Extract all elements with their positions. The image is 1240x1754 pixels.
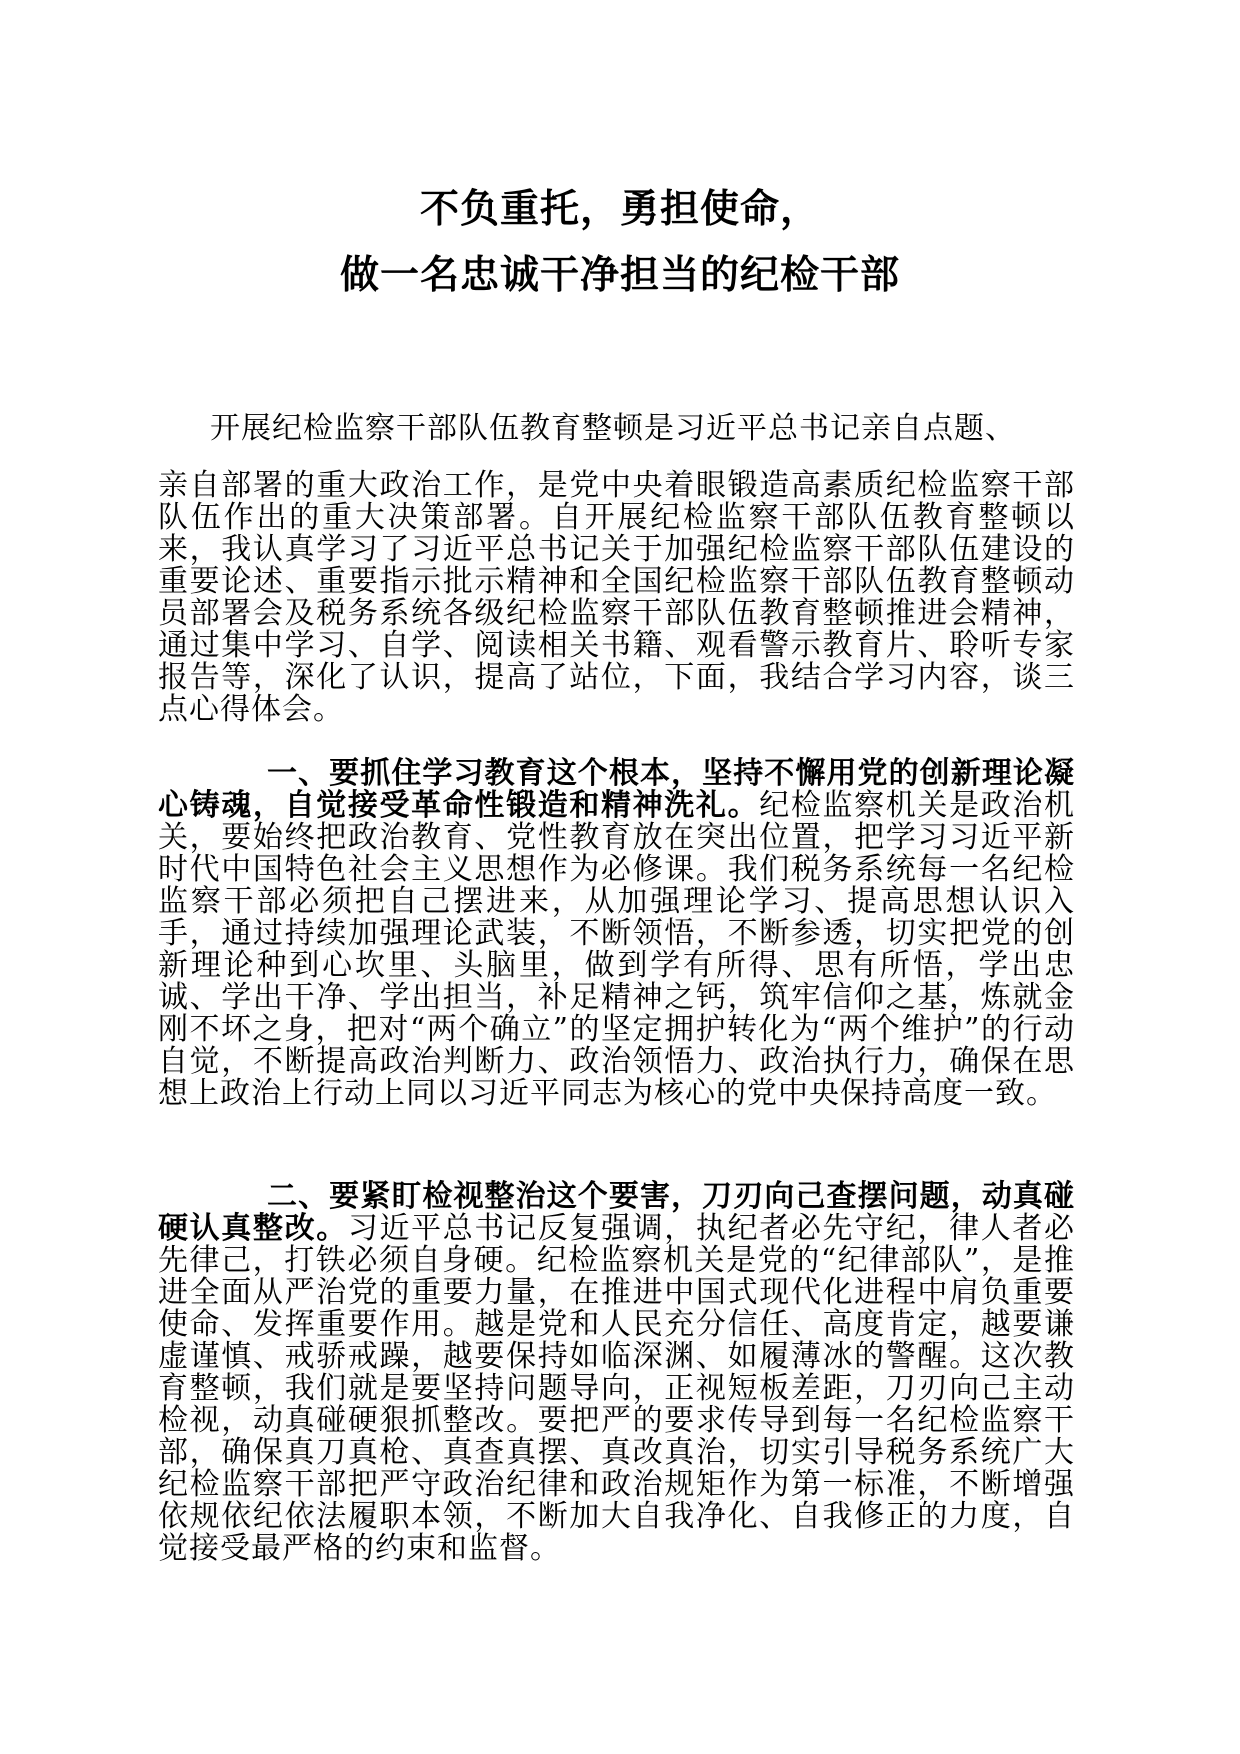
section-1-body: 纪检监察机关是政治机关，要始终把政治教育、党性教育放在突出位置，把学习习近平新时代中国特色社会主义思想作为必修课。我们税务系统每一名纪检监察干部必须把自己摆进来，从加强理论学习、提高思想认识入手，通过持续加强理论武装，不断领悟，不断参透，切实把党的创新理论种到心坎里、头脑里，做到学有所得、思有所悟，学出忠诚、学出干净、学出担当，补足精神之钙，筑牢信仰之基，炼就金刚不坏之身，把对“两个确立”的坚定拥护转化为“两个维护”的行动自觉，不断提高政治判断力、政治领悟力、政治执行力，确保在思想上政治上行动上同以习近平同志为核心的党中央保持高度一致。 (158, 788, 1076, 1111)
section-1-paragraph (158, 758, 1075, 1110)
section-1-heading: 一、要抓住学习教育这个根本，坚持不懈用党的创新理论凝心铸魂，自觉接受革命性锻造和精神洗礼。 (158, 756, 1075, 823)
document-title-line-1: 不负重托，勇担使命， (419, 187, 820, 232)
intro-first-line: 开展纪检监察干部队伍教育整顿是习近平总书记亲自点题、 (210, 411, 1016, 446)
document-title-line-2: 做一名忠诚干净担当的纪检干部 (339, 253, 900, 298)
section-2-heading: 二、要紧盯检视整治这个要害，刀刃向己查摆问题，动真碰硬认真整改。 (158, 1179, 1075, 1246)
section-2-paragraph (158, 1181, 1075, 1565)
intro-paragraph: 亲自部署的重大政治工作，是党中央着眼锻造高素质纪检监察干部队伍作出的重大决策部署。自开展纪检监察干部队伍教育整顿以来，我认真学习了习近平总书记关于加强纪检监察干部队伍建设的重要论述、重要指示批示精神和全国纪检监察干部队伍教育整顿动员部署会及税务系统各级纪检监察干部队伍教育整顿推进会精神，通过集中学习、自学、阅读相关书籍、观看警示教育片、聆听专家报告等，深化了认识，提高了站位，下面，我结合学习内容，谈三点心得体会。 (158, 468, 1075, 727)
section-2-body: 习近平总书记反复强调，执纪者必先守纪，律人者必先律己，打铁必须自身硬。纪检监察机关是党的“纪律部队”，是推进全面从严治党的重要力量，在推进中国式现代化进程中肩负重要使命、发挥重要作用。越是党和人民充分信任、高度肯定，越要谦虚谨慎、戒骄戒躁，越要保持如临深渊、如履薄冰的警醒。这次教育整顿，我们就是要坚持问题导向，正视短板差距，刀刃向己主动检视，动真碰硬狠抓整改。要把严的要求传导到每一名纪检监察干部，确保真刀真枪、真查真摆、真改真治，切实引导税务系统广大纪检监察干部把严守政治纪律和政治规矩作为第一标准，不断增强依规依纪依法履职本领，不断加大自我净化、自我修正的力度，自觉接受最严格的约束和监督。 (158, 1211, 1076, 1566)
